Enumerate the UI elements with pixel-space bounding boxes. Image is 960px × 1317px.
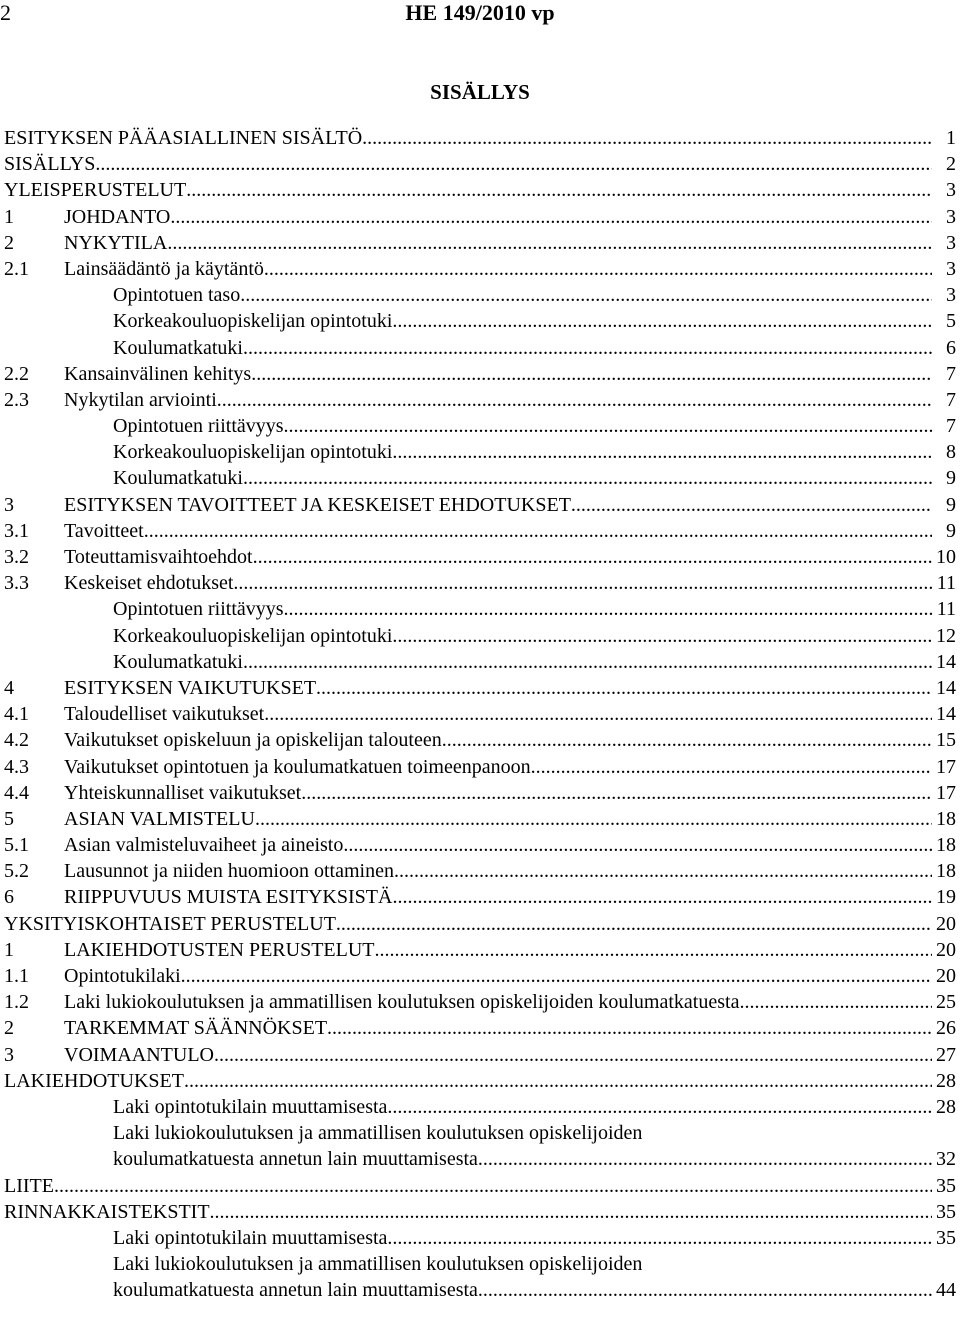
dot-leader xyxy=(95,151,932,177)
toc-entry-label: Tavoitteet xyxy=(64,519,144,542)
dot-leader xyxy=(362,125,932,151)
toc-entry-label: Asian valmisteluvaiheet ja aineisto xyxy=(64,834,344,857)
toc-entry-page: 5 xyxy=(946,310,956,333)
toc-entry[interactable] xyxy=(0,1277,956,1303)
toc-entry-page: 2 xyxy=(946,153,956,176)
toc-entry-number: 3 xyxy=(4,1043,14,1066)
toc-entry-page: 20 xyxy=(936,912,956,935)
toc-entry-label: Taloudelliset vaikutukset xyxy=(64,703,265,726)
toc-entry[interactable] xyxy=(0,413,956,439)
dot-leader xyxy=(392,884,932,910)
toc-entry-page: 9 xyxy=(946,493,956,516)
dot-leader xyxy=(531,754,932,780)
toc-entry-number: 4.3 xyxy=(4,755,29,778)
dot-leader xyxy=(336,911,932,937)
toc-entry-page: 7 xyxy=(946,362,956,385)
toc-entry-number: 3.3 xyxy=(4,572,29,595)
dot-leader xyxy=(184,1068,932,1094)
toc-entry[interactable] xyxy=(0,649,956,675)
toc-entry[interactable] xyxy=(0,570,956,596)
toc-entry[interactable] xyxy=(0,963,956,989)
dot-leader xyxy=(54,1173,932,1199)
toc-entry[interactable] xyxy=(0,1225,956,1251)
table-of-contents xyxy=(0,125,956,1303)
toc-entry-label: Lainsäädäntö ja käytäntö xyxy=(64,257,264,280)
toc-entry-page: 28 xyxy=(936,1069,956,1092)
toc-entry[interactable] xyxy=(0,361,956,387)
toc-entry-page: 9 xyxy=(946,467,956,490)
toc-entry-label: Korkeakouluopiskelijan opintotuki xyxy=(113,441,393,464)
toc-entry-page: 15 xyxy=(936,729,956,752)
toc-entry[interactable] xyxy=(0,1251,956,1277)
dot-leader xyxy=(392,439,932,465)
toc-entry-page: 14 xyxy=(936,703,956,726)
toc-entry-label: koulumatkatuesta annetun lain muuttamisesta xyxy=(113,1148,478,1171)
dot-leader xyxy=(170,204,932,230)
toc-entry[interactable] xyxy=(0,439,956,465)
toc-entry-label: RINNAKKAISTEKSTIT xyxy=(4,1200,210,1223)
toc-entry-number: 3 xyxy=(4,493,14,516)
toc-entry[interactable] xyxy=(0,1146,956,1172)
toc-entry-label: ESITYKSEN TAVOITTEET JA KESKEISET EHDOTUKSET xyxy=(64,493,571,516)
toc-entry-label: Laki lukiokoulutuksen ja ammatillisen koulutuksen opiskelijoiden koulumatkatuesta xyxy=(64,991,740,1014)
toc-entry[interactable] xyxy=(0,911,956,937)
toc-entry[interactable] xyxy=(0,335,956,361)
dot-leader xyxy=(375,937,932,963)
dot-leader xyxy=(478,1146,932,1172)
dot-leader xyxy=(240,282,932,308)
toc-entry-page: 20 xyxy=(936,965,956,987)
toc-entry-label: Koulumatkatuki xyxy=(113,336,243,359)
dot-leader xyxy=(343,832,932,858)
toc-entry-number: 3.1 xyxy=(4,519,29,542)
toc-entry-label: ASIAN VALMISTELU xyxy=(64,807,255,830)
toc-entry-page: 14 xyxy=(936,650,956,673)
toc-entry-label: Nykytilan arviointi xyxy=(64,388,217,411)
toc-entry[interactable] xyxy=(0,151,956,177)
dot-leader xyxy=(301,780,932,806)
toc-entry[interactable] xyxy=(0,989,956,1015)
toc-entry-number: 1.2 xyxy=(4,991,29,1014)
toc-entry-number: 6 xyxy=(4,886,14,909)
toc-entry-label: Vaikutukset opintotuen ja koulumatkatuen toimeenpanoon xyxy=(64,755,531,778)
toc-entry[interactable] xyxy=(0,204,956,230)
toc-entry[interactable] xyxy=(0,387,956,413)
toc-entry-number: 2.1 xyxy=(4,257,29,280)
toc-entry[interactable] xyxy=(0,308,956,334)
toc-entry-page: 9 xyxy=(946,519,956,542)
dot-leader xyxy=(243,335,932,361)
toc-entry-page: 3 xyxy=(946,284,956,307)
toc-entry-page: 7 xyxy=(946,388,956,411)
dot-leader xyxy=(316,675,932,701)
dot-leader xyxy=(253,544,932,570)
toc-title: SISÄLLYS xyxy=(430,80,530,104)
toc-entry[interactable] xyxy=(0,884,956,910)
toc-entry-page: 3 xyxy=(946,257,956,280)
toc-entry-label: Opintotuen taso xyxy=(113,284,241,307)
toc-entry-label: Laki lukiokoulutuksen ja ammatillisen koulutuksen opiskelijoiden xyxy=(113,1122,643,1145)
dot-leader xyxy=(284,413,932,439)
toc-entry-page: 35 xyxy=(936,1200,956,1223)
toc-entry[interactable] xyxy=(0,675,956,701)
toc-entry-page: 28 xyxy=(936,1095,956,1118)
toc-entry-label: Laki opintotukilain muuttamisesta xyxy=(113,1095,388,1118)
toc-entry[interactable] xyxy=(0,492,956,518)
dot-leader xyxy=(181,963,932,989)
toc-entry-page: 6 xyxy=(946,336,956,359)
dot-leader xyxy=(210,1199,932,1225)
toc-entry[interactable] xyxy=(0,1068,956,1094)
toc-entry-number: 4.2 xyxy=(4,729,29,752)
toc-entry-page: 14 xyxy=(936,676,956,699)
toc-entry-label: Laki lukiokoulutuksen ja ammatillisen koulutuksen opiskelijoiden xyxy=(113,1253,643,1276)
toc-entry-page: 3 xyxy=(946,179,956,202)
toc-entry-page: 19 xyxy=(936,886,956,909)
toc-entry[interactable] xyxy=(0,806,956,832)
toc-entry-number: 2.3 xyxy=(4,388,29,411)
toc-entry[interactable] xyxy=(0,754,956,780)
toc-entry-label: VOIMAANTULO xyxy=(64,1043,214,1066)
toc-entry-label: JOHDANTO xyxy=(64,205,171,228)
dot-leader xyxy=(394,858,932,884)
toc-entry-page: 10 xyxy=(936,546,956,568)
toc-entry-label: Opintotukilaki xyxy=(64,965,181,987)
toc-entry[interactable] xyxy=(0,1199,956,1225)
toc-entry-number: 1 xyxy=(4,938,14,961)
toc-entry-label: LAKIEHDOTUSTEN PERUSTELUT xyxy=(64,938,375,961)
toc-entry-page: 17 xyxy=(936,781,956,804)
toc-entry-label: ESITYKSEN PÄÄASIALLINEN SISÄLTÖ xyxy=(4,127,363,149)
toc-entry[interactable] xyxy=(0,282,956,308)
toc-entry[interactable] xyxy=(0,937,956,963)
toc-entry[interactable] xyxy=(0,1015,956,1041)
toc-entry[interactable] xyxy=(0,465,956,491)
toc-entry-page: 3 xyxy=(946,231,956,254)
toc-entry-label: koulumatkatuesta annetun lain muuttamisesta xyxy=(113,1279,478,1302)
dot-leader xyxy=(739,989,932,1015)
toc-entry[interactable] xyxy=(0,1173,956,1199)
toc-entry-page: 18 xyxy=(936,834,956,857)
toc-entry[interactable] xyxy=(0,701,956,727)
toc-entry-page: 18 xyxy=(936,860,956,883)
toc-entry[interactable] xyxy=(0,1042,956,1068)
toc-entry-number: 5.2 xyxy=(4,860,29,883)
toc-entry-label: Yhteiskunnalliset vaikutukset xyxy=(64,781,302,804)
toc-entry-page: 35 xyxy=(936,1226,956,1249)
dot-leader xyxy=(478,1277,932,1303)
toc-entry-label: SISÄLLYS xyxy=(4,153,96,176)
toc-entry-label: YLEISPERUSTELUT xyxy=(4,179,187,202)
toc-entry-page: 35 xyxy=(936,1174,956,1197)
toc-entry-label: Koulumatkatuki xyxy=(113,467,243,490)
toc-entry-label: Vaikutukset opiskeluun ja opiskelijan talouteen xyxy=(64,729,442,752)
toc-entry-label: Toteuttamisvaihtoehdot xyxy=(64,546,253,568)
toc-entry-page: 25 xyxy=(936,991,956,1014)
document-id: HE 149/2010 vp xyxy=(405,0,555,25)
dot-leader xyxy=(442,727,932,753)
toc-entry-page: 8 xyxy=(946,441,956,464)
toc-entry-label: RIIPPUVUUS MUISTA ESITYKSISTÄ xyxy=(64,886,393,909)
dot-leader xyxy=(251,361,932,387)
toc-entry[interactable] xyxy=(0,1094,956,1120)
toc-entry-page: 32 xyxy=(936,1148,956,1171)
toc-entry-page: 20 xyxy=(936,938,956,961)
toc-entry-label: Korkeakouluopiskelijan opintotuki xyxy=(113,624,393,647)
dot-leader xyxy=(392,623,932,649)
toc-entry-label: NYKYTILA xyxy=(64,231,168,254)
toc-entry-number: 2 xyxy=(4,1017,14,1040)
dot-leader xyxy=(327,1015,932,1041)
dot-leader xyxy=(233,570,932,596)
toc-entry-number: 3.2 xyxy=(4,546,29,568)
toc-entry[interactable] xyxy=(0,125,956,151)
toc-entry-page: 11 xyxy=(936,572,956,595)
toc-entry[interactable] xyxy=(0,177,956,203)
page-number: 2 xyxy=(0,0,11,25)
toc-entry[interactable] xyxy=(0,544,956,570)
toc-entry[interactable] xyxy=(0,727,956,753)
toc-entry-page: 11 xyxy=(936,598,956,621)
toc-entry[interactable] xyxy=(0,858,956,884)
toc-entry-label: ESITYKSEN VAIKUTUKSET xyxy=(64,676,317,699)
toc-entry-number: 1 xyxy=(4,205,14,228)
dot-leader xyxy=(284,596,932,622)
toc-entry-label: YKSITYISKOHTAISET PERUSTELUT xyxy=(4,912,336,935)
toc-entry-label: Koulumatkatuki xyxy=(113,650,243,673)
dot-leader xyxy=(392,308,932,334)
toc-entry[interactable] xyxy=(0,256,956,282)
toc-entry-number: 4 xyxy=(4,676,14,699)
toc-entry-label: Lausunnot ja niiden huomioon ottaminen xyxy=(64,860,394,883)
toc-entry-label: Opintotuen riittävyys xyxy=(113,598,284,621)
toc-entry[interactable] xyxy=(0,1120,956,1146)
dot-leader xyxy=(243,465,932,491)
toc-entry-page: 17 xyxy=(936,755,956,778)
toc-entry[interactable] xyxy=(0,230,956,256)
toc-entry-label: Korkeakouluopiskelijan opintotuki xyxy=(113,310,393,333)
toc-entry-number: 4.1 xyxy=(4,703,29,726)
toc-entry-page: 12 xyxy=(936,624,956,647)
toc-entry-number: 4.4 xyxy=(4,781,29,804)
dot-leader xyxy=(571,492,932,518)
dot-leader xyxy=(144,518,932,544)
toc-entry-label: LAKIEHDOTUKSET xyxy=(4,1069,184,1092)
toc-entry[interactable] xyxy=(0,780,956,806)
dot-leader xyxy=(264,256,932,282)
toc-entry[interactable] xyxy=(0,623,956,649)
toc-entry-number: 2 xyxy=(4,231,14,254)
dot-leader xyxy=(217,387,932,413)
dot-leader xyxy=(387,1094,932,1120)
toc-entry-label: Kansainvälinen kehitys xyxy=(64,362,252,385)
toc-entry-label: LIITE xyxy=(4,1174,54,1197)
toc-entry-page: 3 xyxy=(946,205,956,228)
toc-entry-page: 44 xyxy=(936,1279,956,1302)
toc-entry-page: 1 xyxy=(946,127,956,149)
dot-leader xyxy=(387,1225,932,1251)
toc-entry-page: 7 xyxy=(946,415,956,438)
dot-leader xyxy=(186,177,932,203)
toc-entry-number: 2.2 xyxy=(4,362,29,385)
dot-leader xyxy=(243,649,932,675)
toc-entry-page: 27 xyxy=(936,1043,956,1066)
toc-entry-label: Keskeiset ehdotukset xyxy=(64,572,234,595)
toc-entry[interactable] xyxy=(0,832,956,858)
toc-entry-number: 5 xyxy=(4,807,14,830)
toc-entry[interactable] xyxy=(0,596,956,622)
toc-entry-number: 5.1 xyxy=(4,834,29,857)
dot-leader xyxy=(255,806,932,832)
toc-entry-page: 26 xyxy=(936,1017,956,1040)
toc-entry-label: Opintotuen riittävyys xyxy=(113,415,284,438)
toc-entry[interactable] xyxy=(0,518,956,544)
toc-entry-page: 18 xyxy=(936,807,956,830)
dot-leader xyxy=(167,230,932,256)
toc-entry-label: TARKEMMAT SÄÄNNÖKSET xyxy=(64,1017,328,1040)
toc-entry-label: Laki opintotukilain muuttamisesta xyxy=(113,1226,388,1249)
dot-leader xyxy=(264,701,932,727)
dot-leader xyxy=(214,1042,932,1068)
toc-entry-number: 1.1 xyxy=(4,965,29,987)
